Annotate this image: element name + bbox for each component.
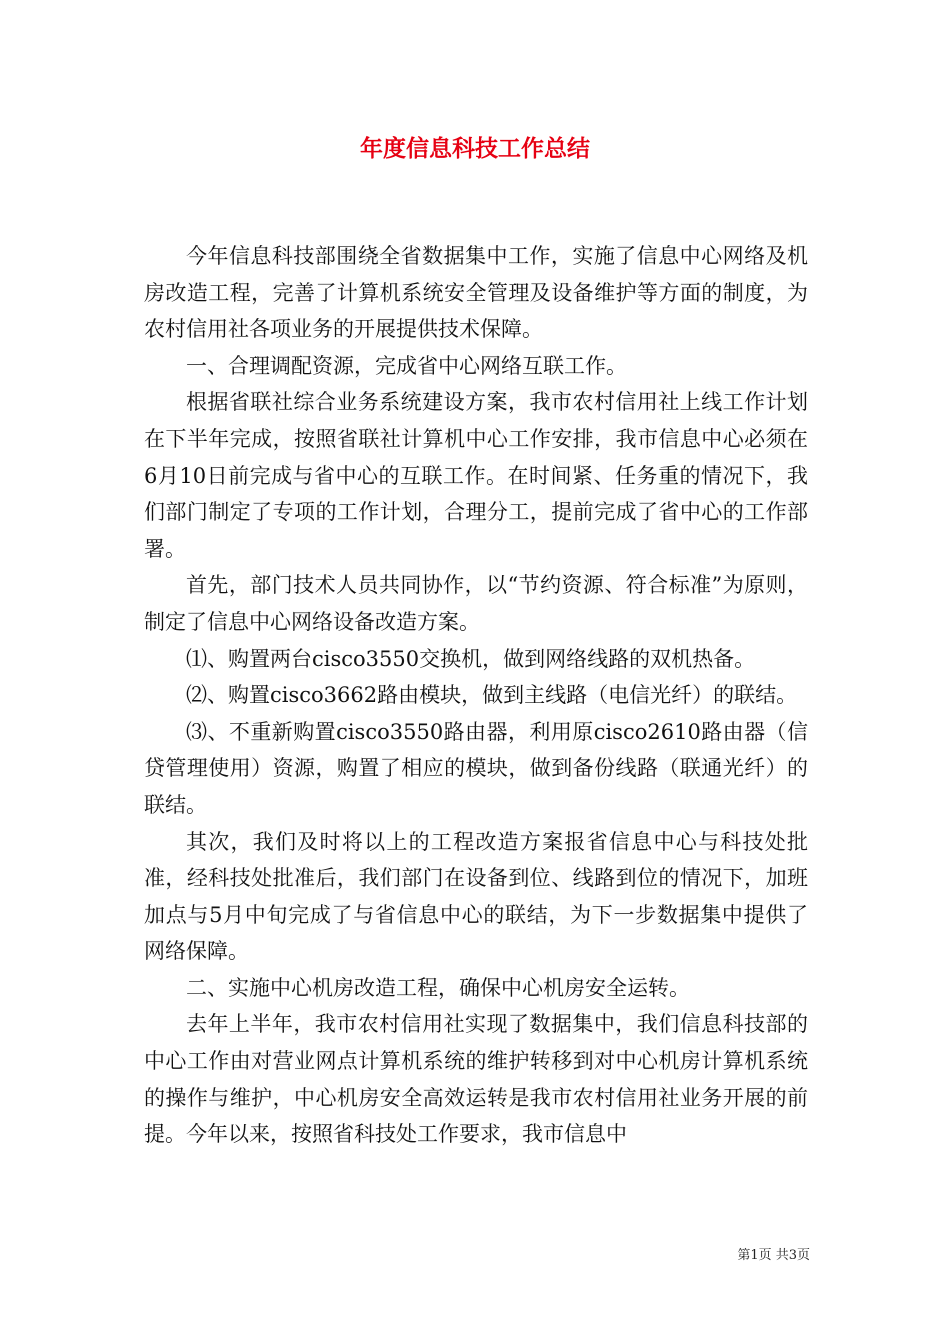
- page-number: 第1页 共3页: [737, 1248, 810, 1263]
- heading-section-1: 一、合理调配资源，完成省中心网络互联工作。: [186, 353, 627, 378]
- list-item: ⑵、购置cisco3662路由模块，做到主线路（电信光纤）的联结。: [186, 683, 798, 708]
- document-body: [144, 238, 808, 1153]
- paragraph-intro: 今年信息科技部围绕全省数据集中工作，实施了信息中心网络及机房改造工程，完善了计算机系统安全管理及设备维护等方面的制度，为农村信用社各项业务的开展提供技术保障。: [144, 244, 808, 342]
- paragraph: 首先，部门技术人员共同协作，以“节约资源、符合标准”为原则，制定了信息中心网络设备改造方案。: [144, 573, 808, 634]
- paragraph: 其次，我们及时将以上的工程改造方案报省信息中心与科技处批准，经科技处批准后，我们部门在设备到位、线路到位的情况下，加班加点与5月中旬完成了与省信息中心的联结，为下一步数据集中提供了网络保障。: [144, 829, 808, 964]
- paragraph: 根据省联社综合业务系统建设方案，我市农村信用社上线工作计划在下半年完成，按照省联社计算机中心工作安排，我市信息中心必须在6月10日前完成与省中心的互联工作。在时间紧、任务重的情况下，我们部门制定了专项的工作计划，合理分工，提前完成了省中心的工作部署。: [144, 390, 808, 561]
- heading-section-2: 二、实施中心机房改造工程，确保中心机房安全运转。: [186, 975, 690, 1000]
- paragraph: 去年上半年，我市农村信用社实现了数据集中，我们信息科技部的中心工作由对营业网点计算机系统的维护转移到对中心机房计算机系统的操作与维护，中心机房安全高效运转是我市农村信用社业务开展的前提。今年以来，按照省科技处工作要求，我市信息中: [144, 1012, 808, 1147]
- list-item: ⑶、不重新购置cisco3550路由器，利用原cisco2610路由器（信贷管理使用）资源，购置了相应的模块，做到备份线路（联通光纤）的联结。: [144, 719, 808, 817]
- list-item: ⑴、购置两台cisco3550交换机，做到网络线路的双机热备。: [186, 646, 756, 671]
- document-title: 年度信息科技工作总结: [360, 136, 590, 162]
